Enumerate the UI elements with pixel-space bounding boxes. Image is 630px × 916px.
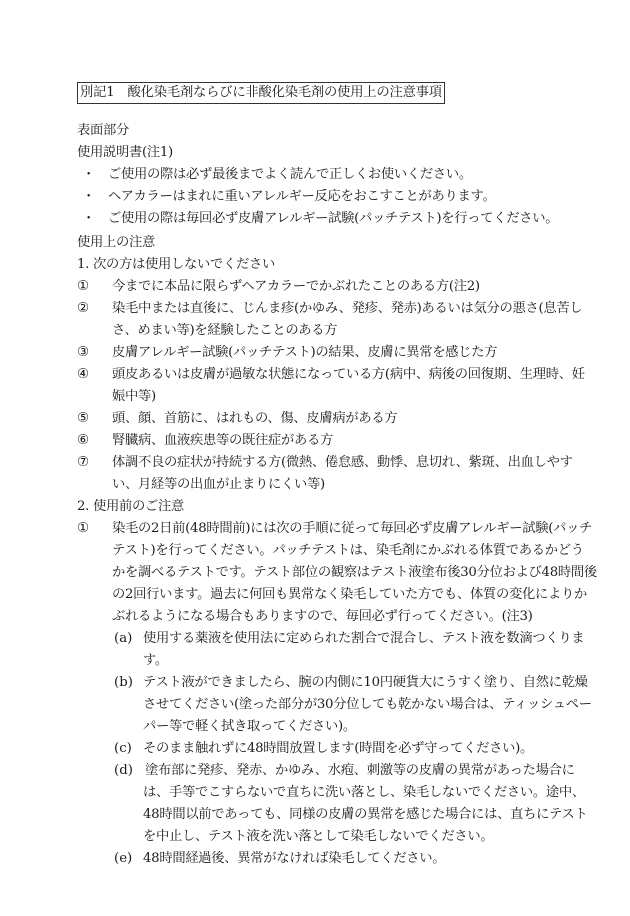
list-item: 腎臓病、血液疾患等の既往症がある方 xyxy=(112,433,333,448)
item-number: ④ xyxy=(77,367,89,382)
step-item: 塗布部に発疹、発赤、かゆみ、水疱、刺激等の皮膚の異常があった場合に xyxy=(145,763,575,778)
step-item-continued: させてください(塗った部分が30分位しても乾かない場合は、ティッシュペー xyxy=(143,697,592,712)
step-item: 48時間経過後、異常がなければ染毛してください。 xyxy=(143,851,446,866)
list-item-continued: 娠中等) xyxy=(112,389,156,404)
item-number: ① xyxy=(77,521,89,536)
bullet-marker: ・ xyxy=(82,167,96,182)
list-item: 頭、顔、首筋に、はれもの、傷、皮膚病がある方 xyxy=(112,411,398,426)
list-item-continued: の2回行います。過去に何回も異常なく染毛していた方でも、体質の変化によりか xyxy=(112,587,587,602)
bullet-marker: ・ xyxy=(82,189,96,204)
step-label: (c) xyxy=(114,741,132,756)
list-item-continued: さ、めまい等)を経験したことのある方 xyxy=(112,323,338,338)
list-item: 皮膚アレルギー試験(パッチテスト)の結果、皮膚に異常を感じた方 xyxy=(112,345,498,360)
instructions-subheading: 使用説明書(注1) xyxy=(77,145,173,160)
surface-heading: 表面部分 xyxy=(77,123,129,138)
precautions-heading: 使用上の注意 xyxy=(77,235,155,250)
bullet-marker: ・ xyxy=(82,211,96,226)
list-item-continued: テスト)を行ってください。パッチテストは、染毛剤にかぶれる体質であるかどう xyxy=(112,543,584,558)
item-number: ⑥ xyxy=(77,433,89,448)
step-item: テスト液ができましたら、腕の内側に10円硬貨大にうすく塗り、自然に乾燥 xyxy=(143,675,588,690)
step-item-continued: を中止し、テスト液を洗い落として染毛しないでください。 xyxy=(143,829,494,844)
list-item: 今までに本品に限らずヘアカラーでかぶれたことのある方(注2) xyxy=(112,279,480,294)
step-item: 使用する薬液を使用法に定められた割合で混合し、テスト液を数滴つくりま xyxy=(143,631,585,646)
step-label: (d) xyxy=(114,763,133,778)
step-item-continued: す。 xyxy=(143,653,168,668)
step-item-continued: 48時間以前であっても、同様の皮膚の異常を感じた場合には、直ちにテスト xyxy=(143,807,588,822)
item-number: ③ xyxy=(77,345,89,360)
item-number: ② xyxy=(77,301,89,316)
step-item-continued: は、手等でこすらないで直ちに洗い落とし、染毛しないでください。途中、 xyxy=(143,785,585,800)
step-label: (e) xyxy=(114,851,133,866)
bullet-item: ご使用の際は毎回必ず皮膚アレルギー試験(パッチテスト)を行ってください。 xyxy=(108,211,559,226)
item-number: ① xyxy=(77,279,89,294)
section2-heading: 2. 使用前のご注意 xyxy=(77,499,184,514)
list-item: 染毛の2日前(48時間前)には次の手順に従って毎回必ず皮膚アレルギー試験(パッチ xyxy=(112,521,593,536)
step-item-continued: パー等で軽く拭き取ってください)。 xyxy=(143,719,356,734)
list-item-continued: い、月経等の出血が止まりにくい等) xyxy=(112,477,325,492)
list-item-continued: ぶれるようになる場合もありますので、毎回必ず行ってください。(注3) xyxy=(112,609,533,624)
step-label: (a) xyxy=(114,631,133,646)
list-item: 頭皮あるいは皮膚が過敏な状態になっている方(病中、病後の回復期、生理時、妊 xyxy=(112,367,585,382)
bullet-item: ヘアカラーはまれに重いアレルギー反応をおこすことがあります。 xyxy=(108,189,496,204)
item-number: ⑤ xyxy=(77,411,89,426)
document-title: 別記1 酸化染毛剤ならびに非酸化染毛剤の使用上の注意事項 xyxy=(77,82,445,104)
step-item: そのまま触れずに48時間放置します(時間を必ず守ってください)。 xyxy=(143,741,534,756)
bullet-item: ご使用の際は必ず最後までよく読んで正しくお使いください。 xyxy=(108,167,472,182)
section1-heading: 1. 次の方は使用しないでください xyxy=(77,257,275,272)
list-item: 染毛中または直後に、じんま疹(かゆみ、発疹、発赤)あるいは気分の悪さ(息苦し xyxy=(112,301,583,316)
item-number: ⑦ xyxy=(77,455,89,470)
list-item-continued: かを調べるテストです。テスト部位の観察はテスト液塗布後30分位および48時間後 xyxy=(112,565,597,580)
list-item: 体調不良の症状が持続する方(微熱、倦怠感、動悸、息切れ、紫斑、出血しやす xyxy=(112,455,573,470)
step-label: (b) xyxy=(114,675,133,690)
